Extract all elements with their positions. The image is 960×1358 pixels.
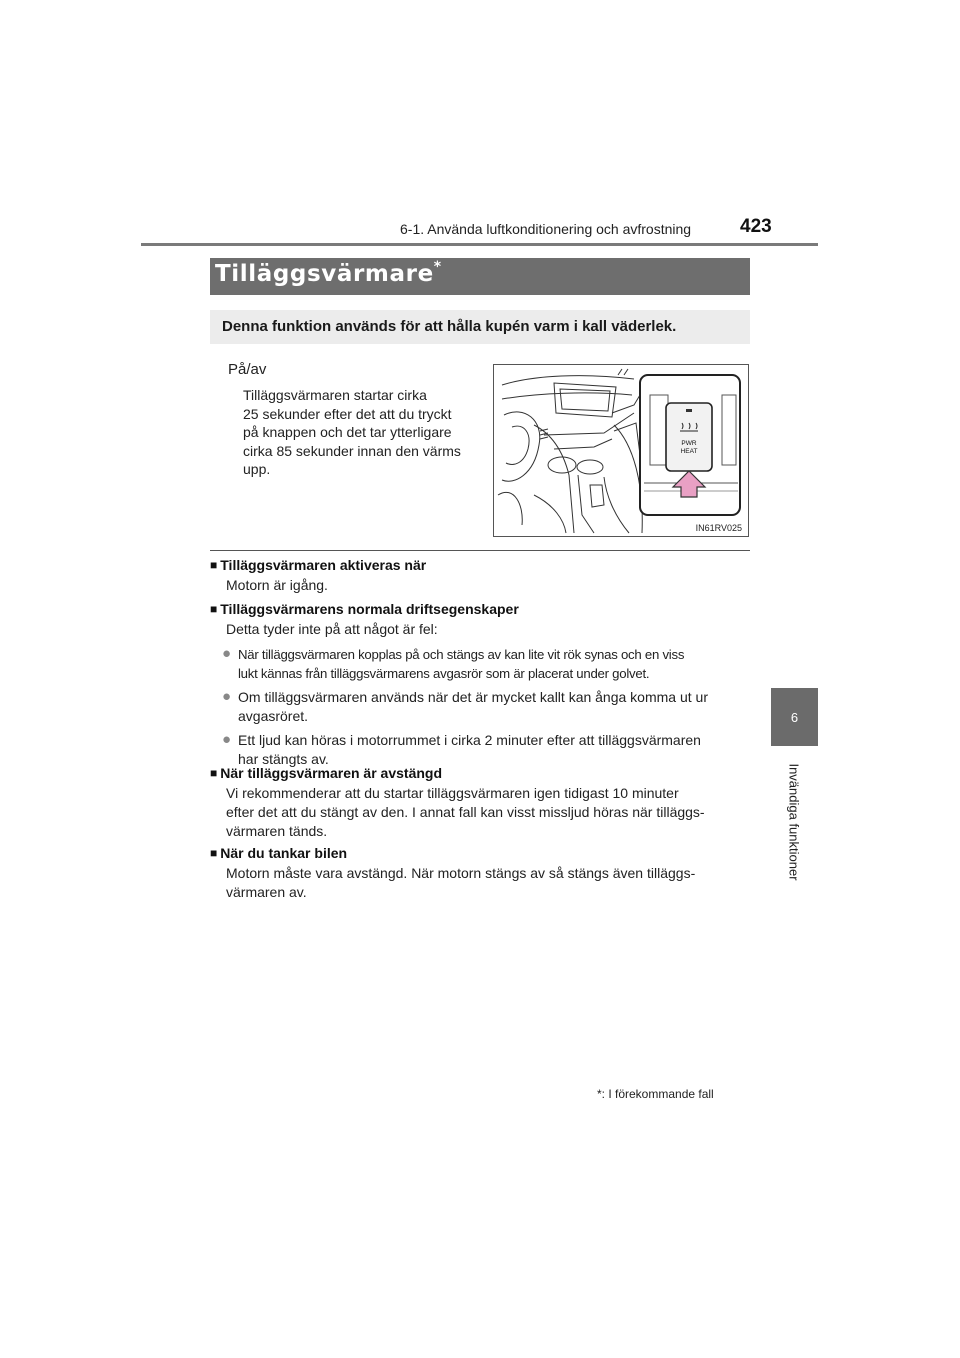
footnote: [597, 1087, 714, 1101]
section-heading: [210, 845, 750, 861]
section-body: [226, 864, 750, 902]
bullet-list: [222, 645, 750, 769]
section-heading-text: När tilläggsvärmaren är avstängd: [220, 765, 443, 781]
section-after-off: [210, 765, 750, 841]
section-text: efter det att du stängt av den. I annat fall kan visst missljud höras när tilläggs-: [226, 804, 705, 820]
page-title: [215, 259, 442, 287]
section-text: Motorn måste vara avstängd. När motorn stängs av så stängs även tilläggs-: [226, 865, 696, 881]
bullet-dot-icon: ●: [222, 645, 232, 662]
chapter-title-text: Invändiga funktioner: [786, 763, 802, 881]
list-item: [222, 645, 750, 683]
title-asterisk: *: [433, 259, 442, 275]
dashboard-drawing: [494, 365, 748, 536]
intro-band: [210, 310, 750, 344]
bullet-dot-icon: ●: [222, 731, 232, 748]
onoff-line: på knappen och det tar ytterligare: [243, 424, 452, 440]
onoff-description: [243, 386, 479, 479]
intro-text: Denna funktion används för att hålla kupén varm i kall väderlek.: [222, 318, 677, 335]
dashboard-illustration: [493, 364, 749, 537]
bullet-line: När tilläggsvärmaren kopplas på och stängs av kan lite vit rök synas och en viss: [238, 647, 685, 662]
header-rule: [141, 243, 818, 246]
square-bullet-icon: ■: [210, 766, 218, 780]
section-text: värmaren av.: [226, 884, 307, 900]
separator-rule: [210, 550, 750, 551]
chapter-title: [772, 757, 816, 887]
section-heading: [210, 557, 750, 573]
chapter-tab: [771, 688, 818, 746]
section-text: Detta tyder inte på att något är fel:: [226, 621, 438, 637]
section-text: Motorn är igång.: [226, 577, 328, 593]
bullet-line: Om tilläggsvärmaren används när det är mycket kallt kan ånga komma ut ur: [238, 689, 708, 705]
page-title-text: Tilläggsvärmare: [215, 261, 434, 287]
square-bullet-icon: ■: [210, 846, 218, 860]
section-heading: [210, 601, 750, 617]
section-refueling: [210, 845, 750, 902]
section-heading-text: När du tankar bilen: [220, 845, 348, 861]
footnote-text: : I förekommande fall: [601, 1087, 714, 1101]
square-bullet-icon: ■: [210, 602, 218, 616]
onoff-line: upp.: [243, 461, 271, 477]
figure-code: IN61RV025: [695, 523, 742, 533]
bullet-line: avgasröret.: [238, 708, 309, 724]
bullet-line: har stängts av.: [238, 751, 329, 767]
bullet-line: lukt kännas från tilläggsvärmarens avgasrör som är placerat under golvet.: [238, 666, 650, 681]
section-header: 6-1. Använda luftkonditionering och avfrostning: [400, 221, 692, 237]
bullet-line: Ett ljud kan höras i motorrummet i cirka 2 minuter efter att tilläggsvärmaren: [238, 732, 701, 748]
list-item: [222, 731, 750, 769]
bullet-dot-icon: ●: [222, 688, 232, 705]
footnote-asterisk: *: [597, 1087, 602, 1101]
section-heading-text: Tilläggsvärmaren aktiveras när: [220, 557, 427, 573]
onoff-line: 25 sekunder efter det att du tryckt: [243, 405, 452, 422]
onoff-line: cirka 85 sekunder innan den värms: [243, 442, 461, 459]
onoff-label: På/av: [228, 361, 267, 378]
onoff-line: Tilläggsvärmaren startar cirka: [243, 387, 427, 403]
section-heading: [210, 765, 750, 781]
button-label-heat: HEAT: [680, 448, 698, 455]
button-label-pwr: PWR: [681, 440, 697, 447]
section-text: Vi rekommenderar att du startar tilläggsvärmaren igen tidigast 10 minuter: [226, 785, 679, 801]
page-number: 423: [740, 216, 772, 237]
title-band: [210, 258, 750, 295]
section-activation: [210, 557, 750, 595]
section-normal-behavior: [210, 601, 750, 639]
chapter-number: 6: [790, 709, 799, 725]
section-text: värmaren tänds.: [226, 823, 328, 839]
list-item: [222, 688, 750, 726]
square-bullet-icon: ■: [210, 558, 218, 572]
section-body: [226, 784, 750, 841]
section-heading-text: Tilläggsvärmarens normala driftsegenskaper: [220, 601, 519, 617]
